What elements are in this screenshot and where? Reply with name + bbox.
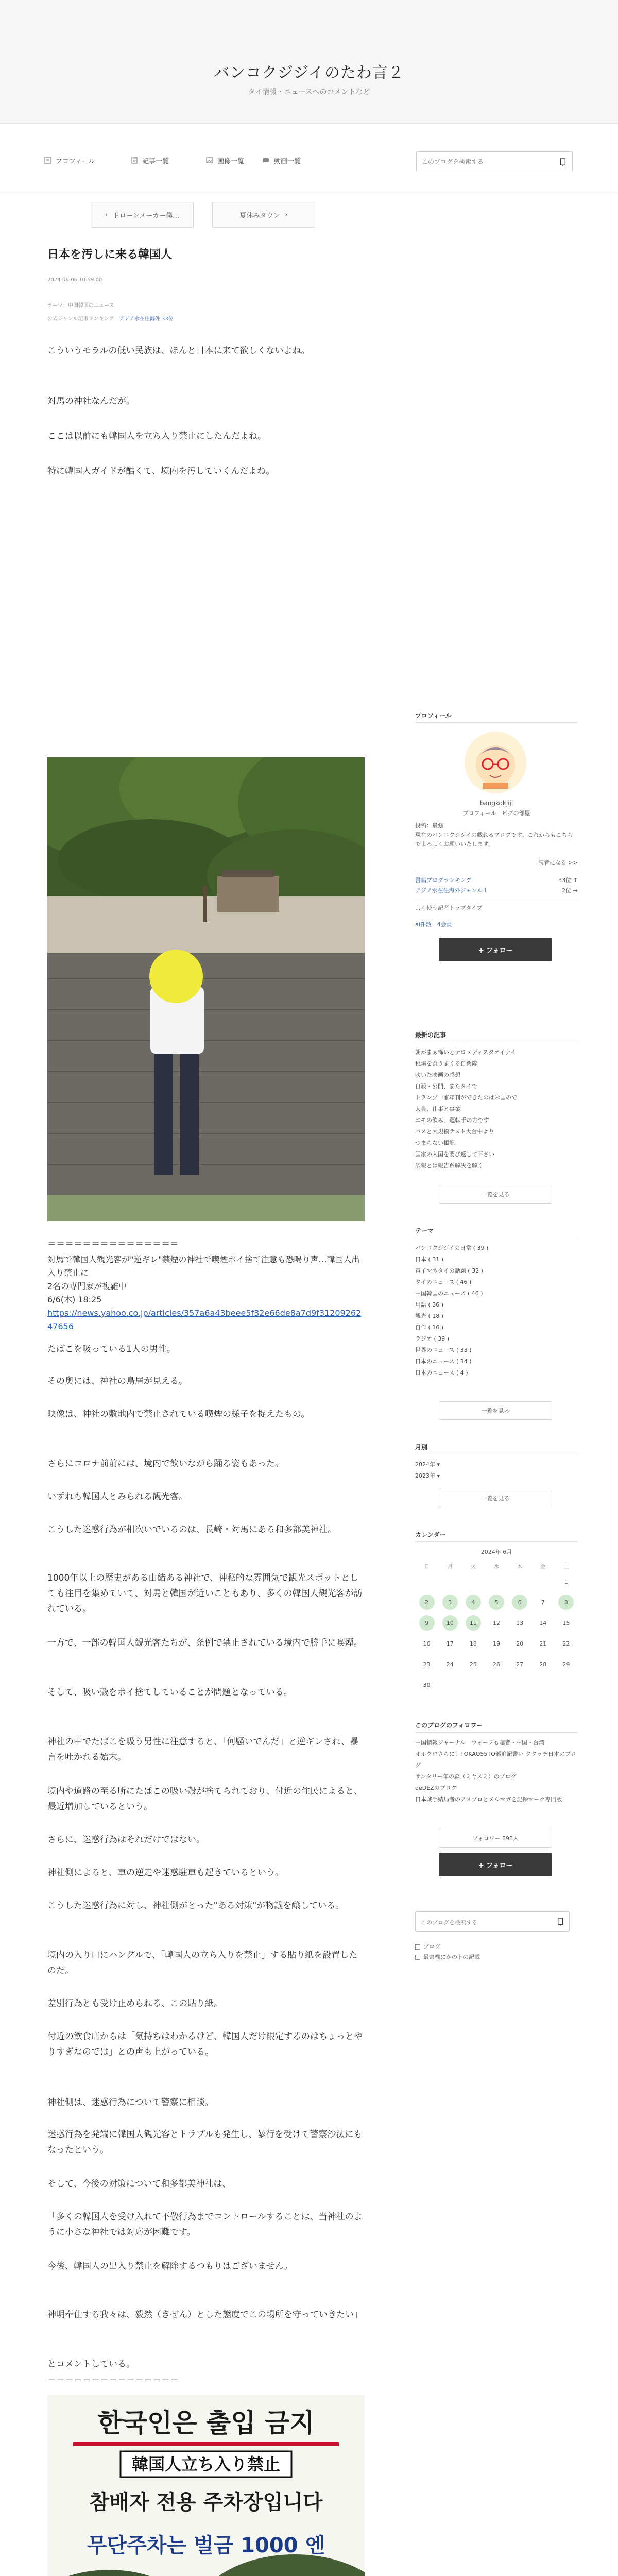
theme-item[interactable]: 日本 ( 31 ) <box>415 1256 444 1263</box>
calendar-day <box>485 1677 508 1692</box>
paragraph: とコメントしている。 <box>47 2359 135 2369</box>
monthly-item[interactable] <box>415 1470 578 1482</box>
calendar-day[interactable]: 7 <box>541 1599 545 1606</box>
theme-item[interactable]: 中国韓国のニュース ( 46 ) <box>415 1290 483 1297</box>
nav-video-label: 動画一覧 <box>274 157 301 165</box>
themes-heading: テーマ <box>415 1227 434 1234</box>
theme-item[interactable]: 世界のニュース ( 33 ) <box>415 1347 472 1353</box>
theme-item[interactable]: バンコクジジイの日常 ( 39 ) <box>415 1245 489 1251</box>
recent-item[interactable]: トランプ一家年刊ができたのは米国ので <box>415 1094 517 1101</box>
theme-item[interactable]: タイのニュース ( 46 ) <box>415 1279 472 1285</box>
followers-list <box>415 1737 578 1805</box>
profile-name[interactable]: bangkokjiji <box>479 800 513 807</box>
recent-item[interactable]: 朝がまぁ怖いとテロメディスタオイナイ <box>415 1049 516 1056</box>
search-option-1-label: ブログ <box>423 1943 440 1950</box>
monthly-list <box>415 1459 578 1482</box>
calendar-day[interactable]: 5 <box>489 1595 504 1610</box>
recent-heading: 最新の記事 <box>415 1031 447 1039</box>
global-nav <box>0 145 618 171</box>
recent-item[interactable]: 自殺・公開、またタイで <box>415 1083 477 1090</box>
paragraph: 境内や道路の至る所にたばこの吸い殻が捨てられており、付近の住民によると、最近増加しているという。 <box>47 1786 363 1812</box>
nav-articles[interactable] <box>131 155 169 166</box>
theme-item[interactable]: 用語 ( 36 ) <box>415 1301 444 1308</box>
ranking-link-1[interactable]: 書籍プログランキング <box>415 877 472 884</box>
calendar-grid <box>415 1574 578 1692</box>
follower-item[interactable]: サンタリー年の森（ミヤスミ）のブログ <box>415 1773 517 1780</box>
themes-more-button[interactable]: 一覧を見る <box>439 1401 552 1420</box>
calendar-heading: カレンダー <box>415 1531 446 1538</box>
paragraph: 迷惑行為を発端に韓国人観光客とトラブルも発生し、暴行を受けて警察沙汰にもなったという。 <box>47 2129 363 2155</box>
calendar-day[interactable]: 13 <box>516 1619 524 1626</box>
divider <box>415 722 578 723</box>
prev-entry-label: ドローンメーカー僕… <box>113 212 180 220</box>
paragraph: 神社側は、迷惑行為について警察に相談。 <box>47 2097 214 2108</box>
calendar-day <box>555 1677 578 1692</box>
recent-item[interactable]: 人員、仕事と事業 <box>415 1106 460 1112</box>
monthly-heading: 月別 <box>415 1444 428 1451</box>
profile-count[interactable]: ai件数 4会員 <box>415 921 452 928</box>
calendar-day[interactable]: 15 <box>562 1619 570 1626</box>
calendar-day[interactable]: 4 <box>466 1595 481 1610</box>
calendar-weekday: 金 <box>540 1564 546 1570</box>
quote-url-wrap <box>47 1307 365 1333</box>
divider <box>415 1732 578 1733</box>
sign-line-1: 한국인은 출입 금지 <box>97 2408 315 2438</box>
recent-item[interactable]: つまらない掲記 <box>415 1140 455 1146</box>
profile-icon <box>44 157 52 164</box>
search-option-2-label: 最寄機にかのトの記載 <box>423 1954 480 1960</box>
calendar-weekday: 月 <box>447 1564 453 1570</box>
quote-url-link[interactable]: https://news.yahoo.co.jp/articles/357a6a43beee5f32e66de8a7d9f3120926247656 <box>47 1308 362 1331</box>
video-icon <box>263 157 270 164</box>
theme-item[interactable]: ラジオ ( 39 ) <box>415 1335 450 1342</box>
calendar-weekday: 水 <box>493 1564 499 1570</box>
calendar-day[interactable]: 27 <box>516 1660 524 1668</box>
theme-item[interactable]: 日本のニュース ( 34 ) <box>415 1358 472 1365</box>
calendar-day <box>531 1574 555 1589</box>
sign-photo[interactable] <box>47 2395 365 2576</box>
calendar <box>415 1562 578 1692</box>
chevron-right-icon: › <box>285 211 288 219</box>
paragraph: いずれも韓国人とみられる観光客。 <box>47 1492 187 1502</box>
nav-profile-label: プロフィール <box>56 157 95 165</box>
profile-text: 投稿：最強 現在のバンコクジジイの戯れるブログです。これからもこちらでよろしくお願いいたします。 <box>415 822 573 848</box>
paragraph: さらに、迷惑行為はそれだけではない。 <box>47 1835 205 1845</box>
quote-source: 2名の専門家が複雑中 <box>47 1281 127 1291</box>
follow-button[interactable]: + フォロー <box>439 938 552 961</box>
entry-ranking-prefix: 公式ジャンル記事ランキング： <box>47 316 119 322</box>
calendar-day <box>508 1677 531 1692</box>
site-description: タイ情報・ニュースへのコメントなど <box>248 88 370 96</box>
recent-item[interactable]: バスと大規模テスト大台中より <box>415 1128 494 1135</box>
avatar[interactable] <box>465 732 526 793</box>
calendar-day <box>531 1677 555 1692</box>
profile-links[interactable]: プロフィール ピグの部屋 <box>462 810 530 817</box>
nav-search-input[interactable] <box>422 157 551 167</box>
site-title[interactable]: バンコクジジイのたわ言２ <box>214 64 404 82</box>
calendar-day[interactable]: 24 <box>446 1660 454 1668</box>
paragraph: 神明奉仕する我々は、毅然（きぜん）とした態度でこの場所を守っていきたい」 <box>47 2310 363 2320</box>
profile-fav[interactable]: よく使う記者トップタイプ <box>415 905 483 911</box>
calendar-day <box>438 1677 461 1692</box>
calendar-day[interactable]: 2 <box>419 1595 435 1610</box>
paragraph: たばこを吸っている1人の男性。 <box>47 1344 176 1354</box>
monthly-item-label: 2024年 <box>415 1461 435 1468</box>
calendar-day[interactable]: 6 <box>512 1595 527 1610</box>
follower-item[interactable]: deDEZのブログ <box>415 1785 457 1791</box>
checkbox[interactable] <box>415 1955 420 1960</box>
paragraph: 今後、韓国人の出入り禁止を解除するつもりはございません。 <box>47 2261 293 2272</box>
calendar-day[interactable]: 11 <box>466 1615 481 1631</box>
paragraph: こうした迷惑行為に対し、神社側がとった"ある対策"が物議を醸している。 <box>47 1901 345 1911</box>
prev-entry-button[interactable] <box>91 202 194 228</box>
paragraph: 一方で、一部の韓国人観光客たちが、条例で禁止されている境内で勝手に喫煙。 <box>47 1638 363 1648</box>
search-icon[interactable] <box>557 1918 564 1928</box>
followers-heading: このブログのフォロワー <box>415 1722 483 1729</box>
paragraph: 映像は、神社の敷地内で禁止されている喫煙の様子を捉えたもの。 <box>47 1409 310 1419</box>
recent-list <box>415 1047 578 1172</box>
calendar-day[interactable]: 18 <box>469 1640 477 1647</box>
follow-button-bottom[interactable]: + フォロー <box>439 1853 552 1876</box>
calendar-day <box>485 1574 508 1589</box>
search-option-1[interactable] <box>415 1942 440 1952</box>
calendar-day[interactable]: 23 <box>423 1660 431 1668</box>
calendar-weekday: 土 <box>563 1564 569 1570</box>
calendar-day[interactable]: 21 <box>539 1640 547 1647</box>
ranking-value-2: 2位 → <box>562 887 578 894</box>
images-icon <box>206 157 213 164</box>
entry-title[interactable]: 日本を汚しに来る韓国人 <box>47 248 173 261</box>
calendar-day[interactable]: 26 <box>492 1660 500 1668</box>
nav-articles-label: 記事一覧 <box>142 157 169 165</box>
monthly-item[interactable] <box>415 1459 578 1470</box>
themes-list <box>415 1243 578 1379</box>
calendar-day[interactable]: 28 <box>539 1660 547 1668</box>
recent-item[interactable]: 租爆を食うまくる自衛隊 <box>415 1060 477 1067</box>
calendar-day[interactable]: 10 <box>442 1615 458 1631</box>
paragraph: 「多くの韓国人を受け入れて不敬行為までコントロールすることは、当神社のように小さな神社では対応が困難です。 <box>47 2212 363 2238</box>
recent-item[interactable]: 国家の入国を要び返して下さい <box>415 1151 494 1158</box>
sign-line-3: 참배자 전용 주차장입니다 <box>89 2490 323 2514</box>
recent-item[interactable]: 吹いた映画の感想 <box>415 1072 460 1078</box>
calendar-weekday: 日 <box>424 1564 430 1570</box>
sign-line-2: 韓国人立ち入り禁止 <box>131 2454 281 2474</box>
paragraph: さらにコロナ前前には、境内で飲いながら踊る姿もあった。 <box>47 1459 284 1469</box>
recent-item[interactable]: エモの飲み、運転手の方です <box>415 1117 489 1124</box>
paragraph: 付近の飲食店からは「気持ちはわかるけど、韓国人だけ限定するのはちょっとやりすぎなのでは」との声も上がっている。 <box>47 2031 363 2057</box>
ranking-value-1: 33位 ↑ <box>558 877 578 884</box>
sidebar-search-input[interactable] <box>421 1917 544 1927</box>
calendar-day <box>508 1574 531 1589</box>
calendar-day[interactable]: 3 <box>442 1595 458 1610</box>
search-option-2[interactable] <box>415 1953 480 1962</box>
calendar-day <box>461 1677 485 1692</box>
entry-date: 2024-06-06 10:59:00 <box>47 277 102 283</box>
next-entry-button[interactable] <box>212 202 315 228</box>
nav-search-box <box>416 151 573 172</box>
follower-item[interactable]: 中国情報ジャーナル ウォーフも聴者・中国・台湾 <box>415 1739 545 1746</box>
chevron-down-icon: ▾ <box>437 1461 440 1468</box>
calendar-day <box>438 1574 461 1589</box>
ranking-link-2[interactable]: アジア水在住海外ジャンル１ <box>415 887 489 894</box>
theme-item[interactable]: 日本のニュース ( 4 ) <box>415 1369 468 1376</box>
paragraph: 差別行為とも受け止められる、この貼り紙。 <box>47 1998 222 2009</box>
paragraph: 対馬の神社なんだが。 <box>47 396 135 406</box>
nav-video[interactable] <box>263 155 301 166</box>
paragraph: こうした迷惑行為が相次いでいるのは、長崎・対馬にある和多都美神社。 <box>47 1524 336 1535</box>
chevron-down-icon: ▾ <box>437 1472 440 1479</box>
paragraph: そして、今後の対策について和多都美神社は、 <box>47 2179 231 2189</box>
profile-more-link[interactable]: 読者になる >> <box>538 859 578 866</box>
monthly-more-button[interactable]: 一覧を見る <box>439 1489 552 1507</box>
chevron-left-icon: ‹ <box>105 211 108 219</box>
paragraph: こういうモラルの低い民族は、ほんと日本に来て欲しくないよね。 <box>47 346 310 356</box>
calendar-day[interactable]: 20 <box>516 1640 524 1647</box>
calendar-day[interactable]: 30 <box>423 1681 431 1688</box>
recent-item[interactable]: 広報とは報告系解決を解く <box>415 1162 483 1169</box>
calendar-day[interactable]: 19 <box>492 1640 500 1647</box>
next-entry-label: 夏休みタウン <box>239 212 280 220</box>
theme-item[interactable]: 電子マネタイの話題 ( 32 ) <box>415 1267 483 1274</box>
calendar-day[interactable]: 12 <box>492 1619 500 1626</box>
quote-date: 6/6(木) 18:25 <box>47 1295 102 1304</box>
calendar-day <box>461 1574 485 1589</box>
separator: ＝＝＝＝＝＝＝＝＝＝＝＝＝＝＝ <box>47 2376 179 2386</box>
paragraph: 特に韓国人ガイドが酷くて、境内を汚していくんだよね。 <box>47 466 275 477</box>
paragraph: 神社側によると、車の逆走や迷惑駐車も起きているという。 <box>47 1868 284 1878</box>
follower-item[interactable]: 日本戦手結局者のアメブロとメルマガを記録マーク専門版 <box>415 1796 562 1803</box>
calendar-weekday: 木 <box>517 1564 523 1570</box>
calendar-day[interactable]: 8 <box>558 1595 574 1610</box>
calendar-day[interactable]: 25 <box>469 1660 477 1668</box>
theme-item[interactable]: 自作 ( 16 ) <box>415 1324 444 1331</box>
follower-item[interactable]: オホクロさらに！TOKAO55TO部追記書い クタッチ日本のブログ <box>415 1751 577 1769</box>
paragraph: そして、吸い殻をポイ捨てしていることが問題となっている。 <box>47 1687 293 1698</box>
site-header <box>0 0 618 124</box>
theme-item[interactable]: 観光 ( 18 ) <box>415 1313 444 1319</box>
sign-line-4: 무단주차는 벌금 1000 엔 <box>87 2534 325 2557</box>
calendar-day <box>415 1574 438 1589</box>
calendar-day[interactable]: 9 <box>419 1615 435 1631</box>
recent-more-button[interactable]: 一覧を見る <box>439 1185 552 1204</box>
checkbox[interactable] <box>415 1944 420 1950</box>
calendar-month: 2024年 6月 <box>480 1549 512 1555</box>
entry-theme[interactable]: テーマ：中国韓国のニュース <box>47 303 114 309</box>
articles-icon <box>131 157 138 164</box>
calendar-day[interactable]: 29 <box>562 1660 570 1668</box>
nav-images-label: 画像一覧 <box>217 157 245 165</box>
entry-ranking-link[interactable]: アジア水在住海外 33位 <box>119 316 174 322</box>
search-icon[interactable] <box>559 158 567 167</box>
monthly-item-label: 2023年 <box>415 1472 435 1479</box>
shrine-photo[interactable] <box>47 757 365 1221</box>
calendar-day[interactable]: 16 <box>423 1640 431 1647</box>
calendar-day[interactable]: 22 <box>562 1640 570 1647</box>
divider <box>415 1541 578 1542</box>
nav-images[interactable] <box>206 155 244 166</box>
followers-count-button[interactable]: フォロワー 898人 <box>439 1829 552 1848</box>
paragraph: 神社の中でたばこを吸う男性に注意すると、「何騒いでんだ」と逆ギレされ、暴言を吐かれる始末。 <box>47 1737 359 1762</box>
sidebar-search-box <box>415 1911 570 1932</box>
profile-heading: プロフィール <box>415 712 452 719</box>
paragraph: その奥には、神社の鳥居が見える。 <box>47 1376 187 1386</box>
entry <box>47 247 365 2557</box>
calendar-day[interactable]: 17 <box>446 1640 454 1647</box>
paragraph: ここは以前にも韓国人を立ち入り禁止にしたんだよね。 <box>47 431 266 442</box>
calendar-weekday: 火 <box>470 1564 476 1570</box>
separator: ＝＝＝＝＝＝＝＝＝＝＝＝＝＝＝ <box>47 1239 179 1249</box>
quote-title: 対馬で韓国人観光客が"逆ギレ"禁煙の神社で喫煙ポイ捨て注意も恐喝り声…韓国人出入り禁止に <box>47 1255 360 1278</box>
paragraph: 1000年以上の歴史がある由緒ある神社で、神秘的な雰囲気で観光スポットとしても注目を集めていて、対馬と韓国が近いこともあり、多くの韓国人観光客が訪れている。 <box>47 1573 363 1614</box>
nav-profile[interactable] <box>44 155 95 166</box>
entry-ranking <box>47 314 174 322</box>
paragraph: 境内の入り口にハングルで、「韓国人の立ち入りを禁止」する貼り紙を設置したのだ。 <box>47 1950 358 1976</box>
calendar-day[interactable]: 1 <box>564 1578 568 1585</box>
calendar-day[interactable]: 14 <box>539 1619 547 1626</box>
calendar-weekdays <box>415 1562 578 1570</box>
